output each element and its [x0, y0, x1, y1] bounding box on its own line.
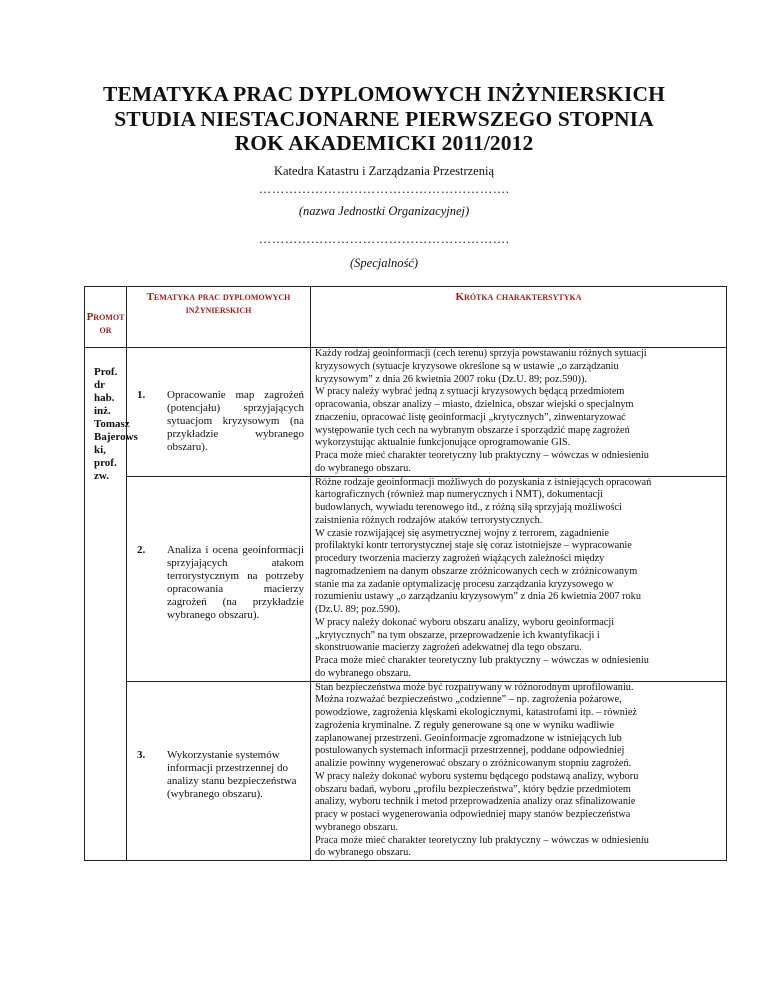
table-header-row: [85, 287, 727, 348]
promotor-cell: Prof. dr hab. inż. Tomasz Bajerows ki, prof. zw.: [85, 348, 127, 861]
header-charakterystyka: Krótka charaktersytyka: [311, 287, 727, 348]
unit-dots: ………………………………………………….: [258, 182, 510, 196]
topic-title: Analiza i ocena geoinformacji sprzyjających atakom terrorystycznym na potrzeby opracowania macierzy zagrożeń (na przykładzie wybranego obszaru).: [167, 543, 304, 621]
topic-cell: [127, 348, 311, 477]
title-line-3: ROK AKADEMICKI 2011/2012: [234, 131, 534, 155]
topics-table: [84, 286, 727, 861]
topic-number: 1.: [137, 389, 146, 401]
unit-label: (nazwa Jednostki Organizacyjnej): [298, 204, 470, 218]
table-row: [85, 681, 727, 861]
topic-cell: [127, 681, 311, 861]
title-line-1: TEMATYKA PRAC DYPLOMOWYCH INŻYNIERSKICH: [103, 82, 665, 106]
topic-number: 3.: [137, 748, 146, 761]
topic-title: Opracowanie map zagrożeń (potencjału) sprzyjających sytuacjom kryzysowym (na przykładzie wybranego obszaru).: [167, 389, 304, 453]
topic-title: Wykorzystanie systemów informacji przestrzennej do analizy stanu bezpieczeństwa (wybranego obszaru).: [167, 748, 297, 800]
description-cell: Każdy rodzaj geoinformacji (cech terenu) sprzyja powstawaniu różnych sytuacji kryzysowych (sytuacje kryzysowe określone są w ustawie „o zarządzaniu kryzysowym” z dnia 26 kwietnia 2007 roku (Dz.U. 89; poz.590)). W pracy należy wybrać jedną z sytuacji kryzysowych będącą przedmiotem opracowania, obszar analizy – miasto, dzielnica, obszar wiejski o specjalnym znaczeniu, opracować listę geoinformacji „krytycznych”, zinwentaryzować występowanie tych cech na wybranym obszarze i sporządzić mapę zagrożeń wykorzystując aktualnie funkcjonujące oprogramowanie GIS. Praca może mieć charakter teoretyczny lub praktyczny – wówczas w odniesieniu do wybranego obszaru.: [311, 348, 727, 477]
description-cell: Różne rodzaje geoinformacji możliwych do pozyskania z istniejących opracowań kartograficznych (również map numerycznych i NMT), dokumentacji budowlanych, wywiadu terenowego itd., z różną siłą sprzyjają możliwości zaistnienia różnych rodzajów ataków terrorystycznych. W czasie rozwijającej się asymetrycznej wojny z terrorem, zagadnienie profilaktyki kontr terrorystycznej staje się coraz istotniejsze – wypracowanie procedury tworzenia macierzy zagrożeń wiążących zależności między nagromadzeniem na danym obszarze zróżnicowanych cech w zróżnicowanym stanie ma za zadanie optymalizację procesu zarządzania kryzysowego w rozumieniu ustawy „o zarządzaniu kryzysowym” z dnia 26 kwietnia 2007 roku (Dz.U. 89; poz.590). W pracy należy dokonać wyboru obszaru analizy, wyboru geoinformacji „krytycznych” na tym obszarze, przeprowadzenie ich kwantyfikacji i skonstruowanie macierzy zagrożeń adekwatnej dla tego obszaru. Praca może mieć charakter teoretyczny lub praktyczny – wówczas w odniesieniu do wybranego obszaru.: [311, 476, 727, 681]
specialty-dots: ………………………………………………….: [258, 232, 510, 246]
table-row: [85, 476, 727, 681]
table-row: [85, 348, 727, 477]
title-line-2: STUDIA NIESTACJONARNE PIERWSZEGO STOPNIA: [114, 106, 654, 131]
topic-cell: [127, 476, 311, 681]
header-tematyka: Tematyka prac dyplomowych inżynierskich: [127, 287, 311, 348]
unit-name: Katedra Katastru i Zarządzania Przestrzenią: [273, 164, 494, 178]
document-title: [60, 82, 708, 156]
header-promotor: Promot or: [85, 287, 127, 348]
description-cell: Stan bezpieczeństwa może być rozpatrywany w różnorodnym uprofilowaniu. Można rozważać bezpieczeństwo „codzienne” – np. zagrożenia pożarowe, powodziowe, zagrożenia klęskami ekologicznymi, katastrofami itp. – również zagrożenia kryminalne. Z reguły generowane są one w wyniku wadliwie zaplanowanej przestrzeni. Geoinformacje zgromadzone w istniejących lub postulowanych systemach informacji przestrzennej, poddane odpowiedniej analizie powinny wygenerować obszary o zróżnicowanym stopniu zagrożeń. W pracy należy dokonać wyboru systemu będącego podstawą analizy, wyboru obszaru badań, wyboru „profilu bezpieczeństwa”, który będzie przedmiotem analizy, wyboru technik i metod przeprowadzenia analizy oraz sfinalizowanie pracy w postaci wygenerowania odpowiedniej mapy stanów bezpieczeństwa wybranego obszaru. Praca może mieć charakter teoretyczny lub praktyczny – wówczas w odniesieniu do wybranego obszaru.: [311, 681, 727, 861]
topic-number: 2.: [137, 543, 146, 556]
specialty-label: (Specjalność): [349, 256, 419, 270]
